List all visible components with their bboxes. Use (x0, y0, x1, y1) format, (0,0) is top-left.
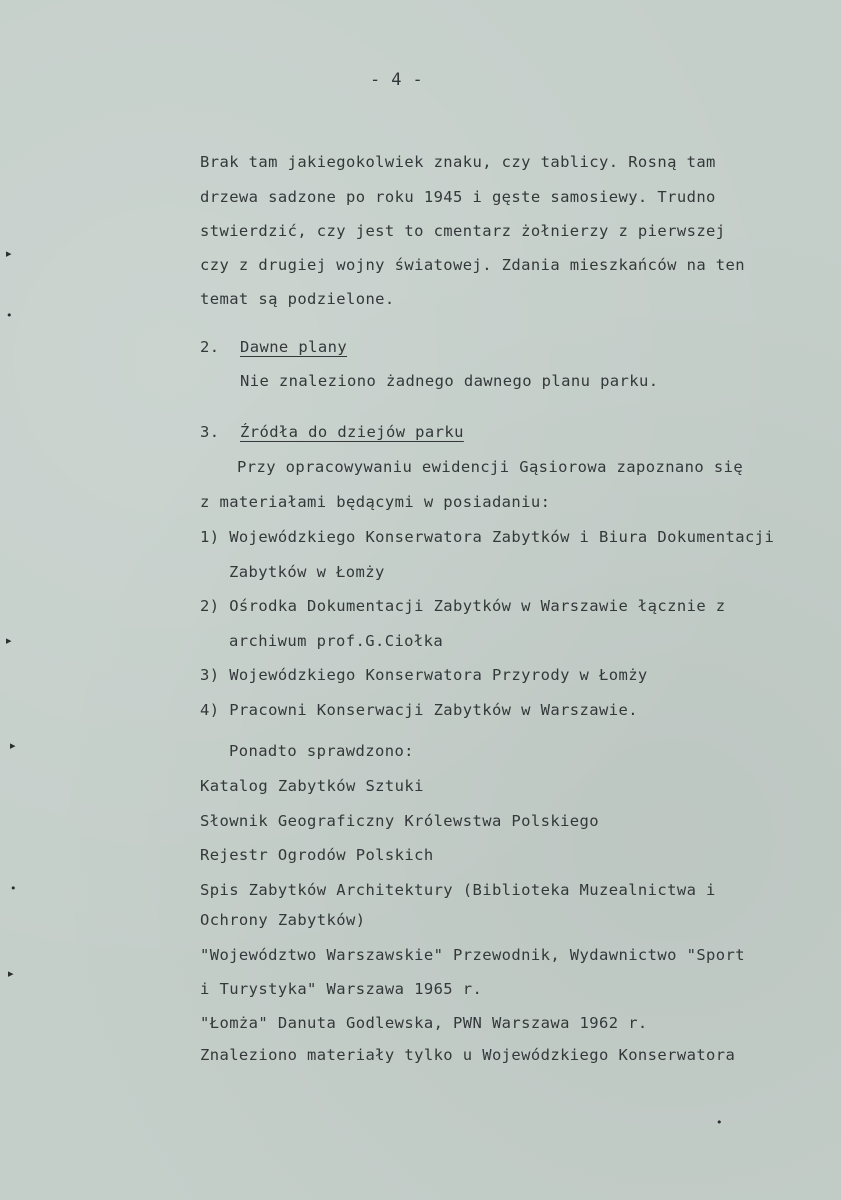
paragraph-line-1: Brak tam jakiegokolwiek znaku, czy tablicy. Rosną tam (200, 153, 716, 171)
paragraph-line-5: temat są podzielone. (200, 290, 395, 308)
section-3-intro-line-1: Przy opracowywaniu ewidencji Gąsiorowa zapoznano się (237, 458, 744, 476)
source-list-item-2: 2) Ośrodka Dokumentacji Zabytków w Warszawie łącznie z (200, 597, 726, 615)
paragraph-line-4: czy z drugiej wojny światowej. Zdania mieszkańców na ten (200, 256, 745, 274)
page-number: - 4 - (370, 70, 424, 90)
source-list-item-3: 3) Wojewódzkiego Konserwatora Przyrody w Łomży (200, 666, 648, 684)
checked-source-4: Spis Zabytków Architektury (Biblioteka Muzealnictwa i (200, 881, 716, 899)
source-list-item-4: 4) Pracowni Konserwacji Zabytków w Warszawie. (200, 701, 638, 719)
margin-mark: ▸ (8, 967, 14, 980)
checked-source-1: Katalog Zabytków Sztuki (200, 777, 424, 795)
section-3-intro-line-2: z materiałami będącymi w posiadaniu: (200, 493, 551, 511)
closing-line: Znaleziono materiały tylko u Wojewódzkiego Konserwatora (200, 1046, 736, 1064)
checked-source-5: "Województwo Warszawskie" Przewodnik, Wydawnictwo "Sport (200, 946, 745, 964)
paper-speck: • (716, 1116, 723, 1129)
margin-mark: • (6, 309, 13, 322)
checked-source-2: Słownik Geograficzny Królewstwa Polskiego (200, 812, 600, 830)
also-checked-heading: Ponadto sprawdzono: (229, 742, 414, 760)
section-3-number: 3. (200, 423, 220, 441)
source-list-item-1-cont: Zabytków w Łomży (229, 563, 385, 581)
checked-source-5-cont: i Turystyka" Warszawa 1965 r. (200, 980, 483, 998)
section-2-text: Nie znaleziono żadnego dawnego planu parku. (240, 372, 659, 390)
section-2-heading: Dawne plany (240, 338, 348, 356)
section-3-heading: Źródła do dziejów parku (240, 423, 464, 441)
checked-source-4-cont: Ochrony Zabytków) (200, 911, 366, 929)
paragraph-line-2: drzewa sadzone po roku 1945 i gęste samosiewy. Trudno (200, 188, 716, 206)
margin-mark: ▸ (6, 247, 12, 260)
margin-mark: ▸ (10, 739, 16, 752)
checked-source-3: Rejestr Ogrodów Polskich (200, 846, 434, 864)
source-list-item-1: 1) Wojewódzkiego Konserwatora Zabytków i Biura Dokumentacji (200, 528, 775, 546)
source-list-item-2-cont: archiwum prof.G.Ciołka (229, 632, 444, 650)
checked-source-6: "Łomża" Danuta Godlewska, PWN Warszawa 1962 r. (200, 1014, 648, 1032)
paragraph-line-3: stwierdzić, czy jest to cmentarz żołnierzy z pierwszej (200, 222, 726, 240)
margin-mark: ▸ (6, 634, 12, 647)
margin-mark: • (10, 882, 17, 895)
section-2-number: 2. (200, 338, 220, 356)
